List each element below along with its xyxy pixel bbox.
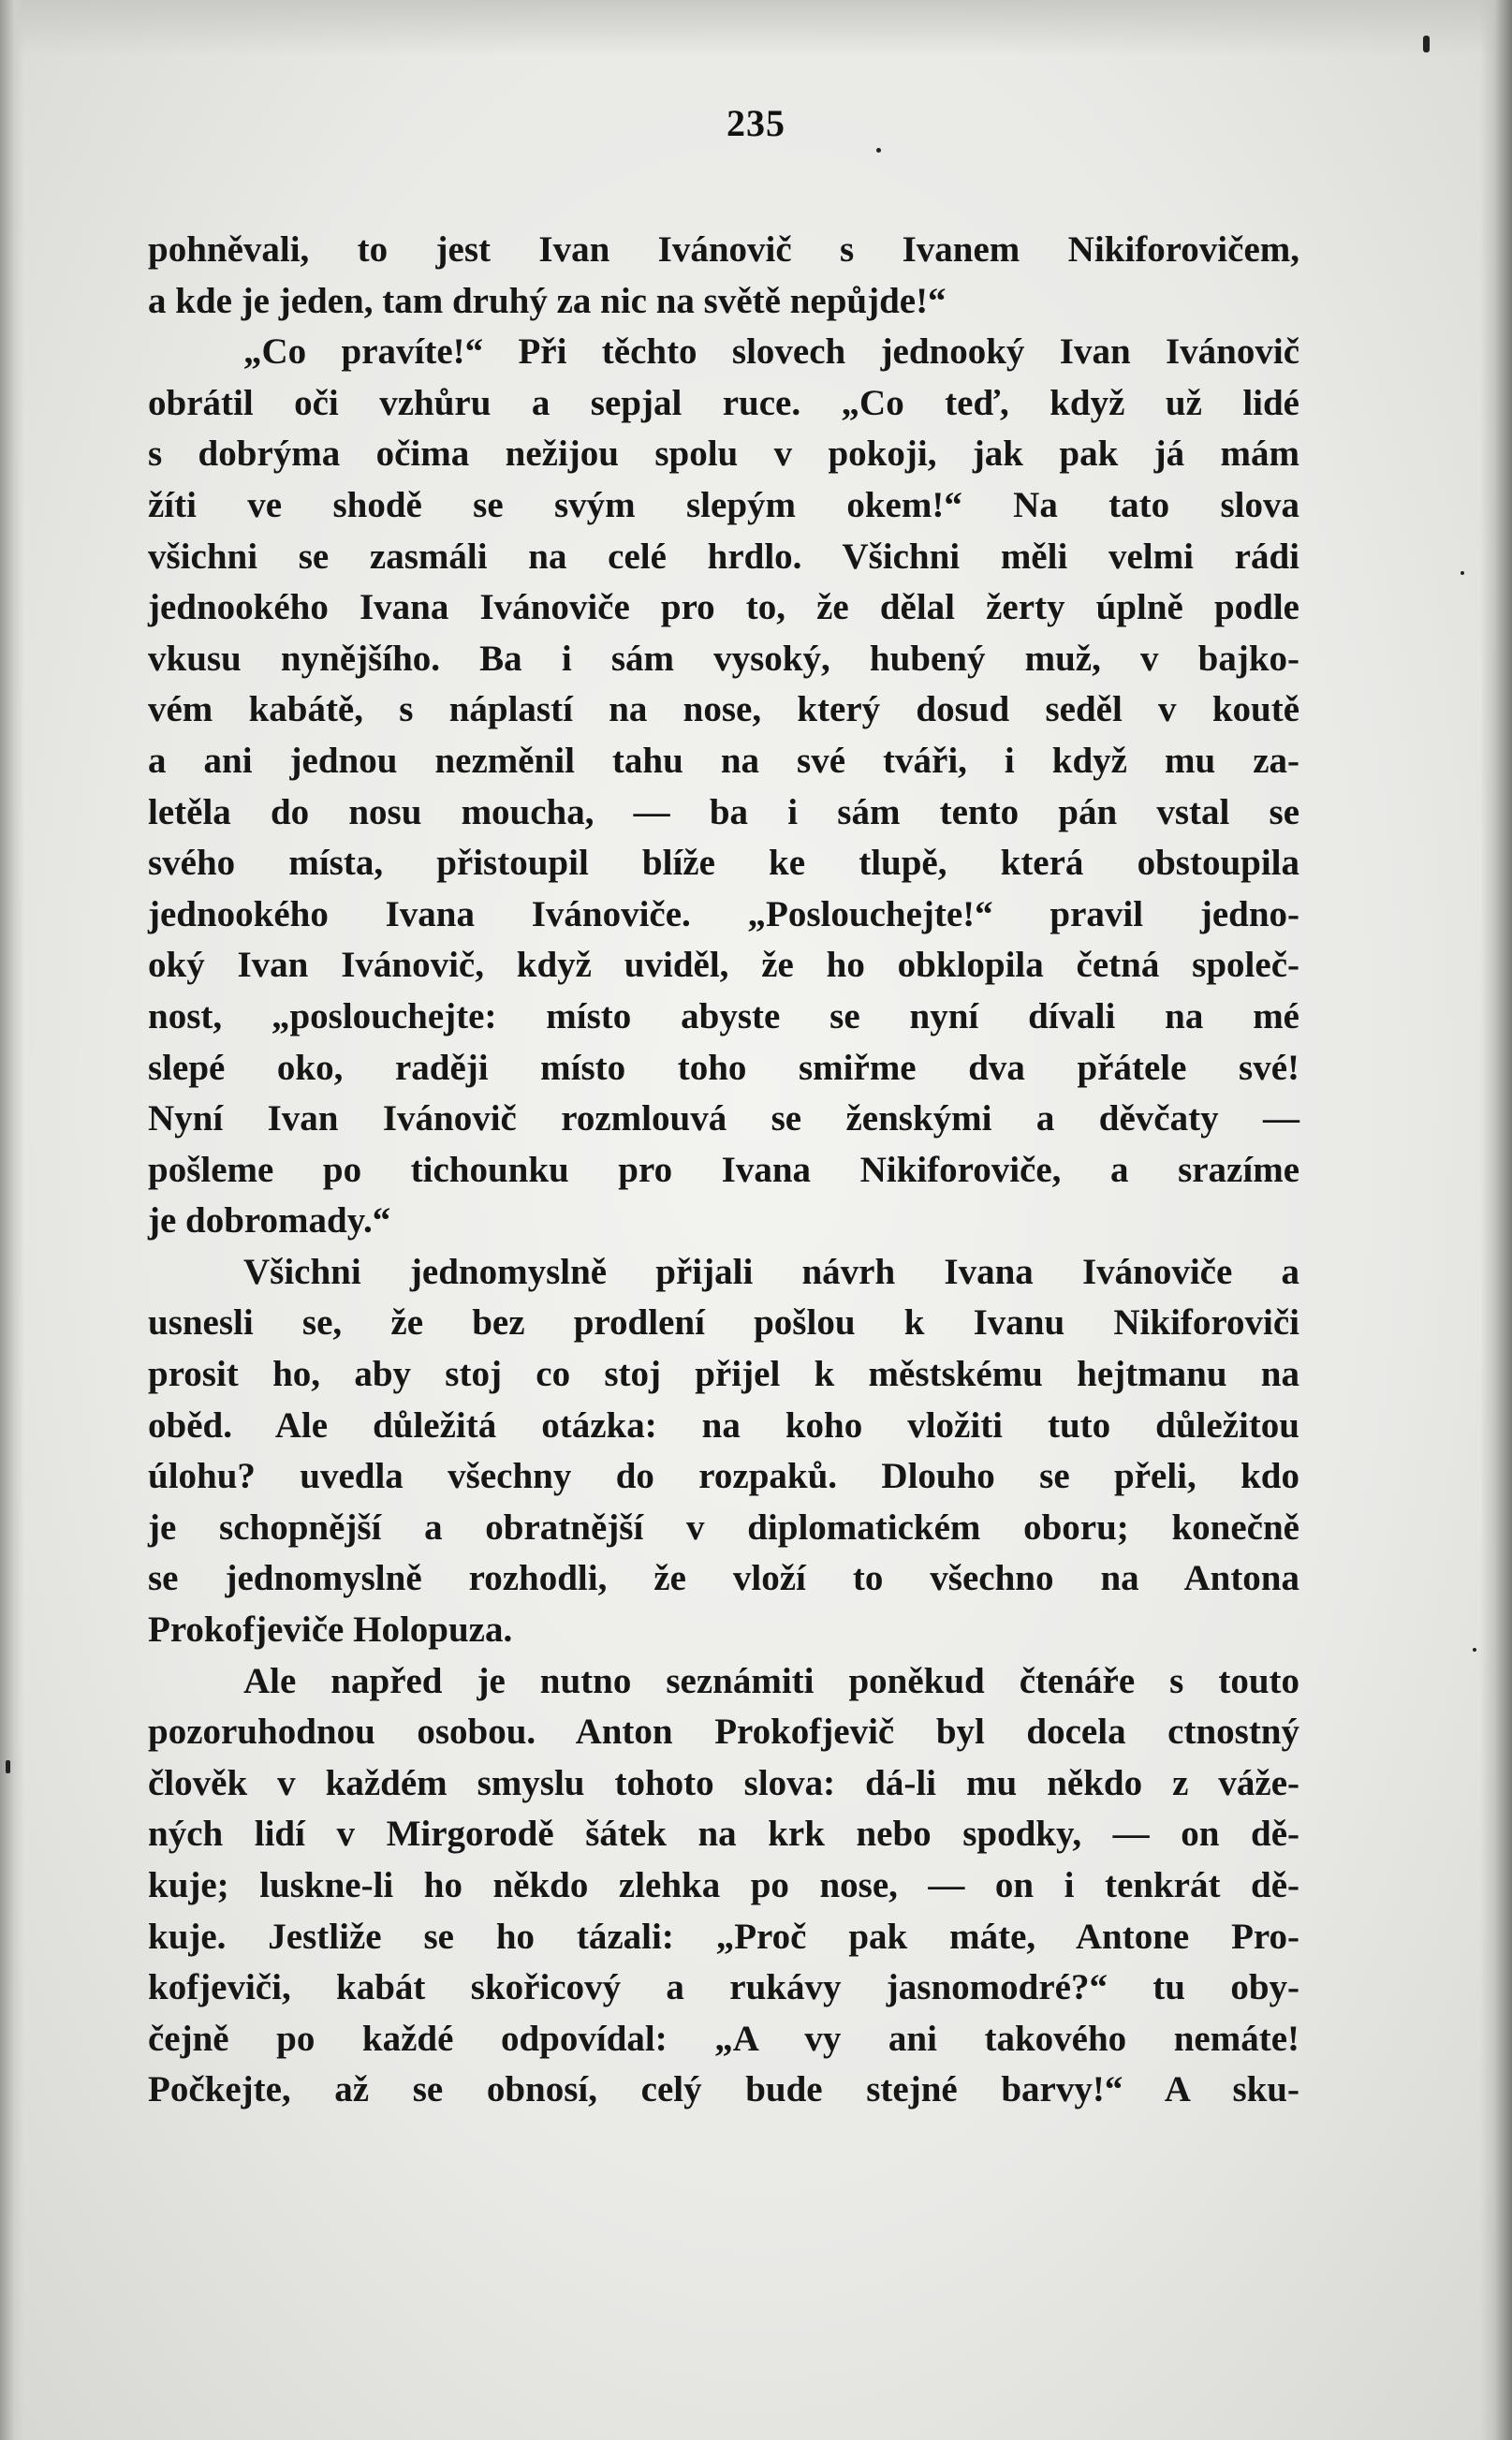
print-speck <box>876 148 881 153</box>
text-line: pošleme po tichounku pro Ivana Nikiforoviče, a srazíme <box>148 1149 1299 1190</box>
text-line: ných lidí v Mirgorodě šátek na krk nebo spodky, — on dě- <box>148 1814 1299 1855</box>
text-line: „Co pravíte!“ Při těchto slovech jednooký Ivan Ivánovič <box>243 331 1299 373</box>
page-top-shadow <box>0 0 1512 56</box>
print-speck <box>1473 1648 1476 1652</box>
text-line: svého místa, přistoupil blíže ke tlupě, která obstoupila <box>148 843 1299 884</box>
text-line: pozoruhodnou osobou. Anton Prokofjevič byl docela ctnostný <box>148 1712 1299 1753</box>
text-line: Prokofjeviče Holopuza. <box>148 1610 513 1651</box>
text-line: Nyní Ivan Ivánovič rozmlouvá se ženskými a děvčaty — <box>148 1098 1299 1139</box>
text-line: je schopnější a obratnější v diplomatickém oboru; konečně <box>148 1507 1299 1548</box>
text-line: kofjeviči, kabát skořicový a rukávy jasnomodré?“ tu oby- <box>148 1967 1299 2008</box>
text-line: člověk v každém smyslu tohoto slova: dá-li mu někdo z váže- <box>148 1762 1299 1803</box>
page-number: 235 <box>727 102 785 144</box>
text-line: je dobromady.“ <box>148 1200 391 1242</box>
print-speck <box>1423 36 1430 52</box>
text-line: Počkejte, až se obnosí, celý bude stejné barvy!“ A sku- <box>148 2069 1299 2110</box>
text-line: oběd. Ale důležitá otázka: na koho vložiti tuto důležitou <box>148 1404 1299 1446</box>
text-line: Ale napřed je nutno seznámiti poněkud čtenáře s touto <box>243 1660 1299 1701</box>
text-line: vém kabátě, s náplastí na nose, který dosud seděl v koutě <box>148 689 1299 730</box>
text-line: pohněvali, to jest Ivan Ivánovič s Ivanem Nikiforovičem, <box>148 229 1299 270</box>
text-line: s dobrýma očima nežijou spolu v pokoji, jak pak já mám <box>148 434 1299 475</box>
text-line: a kde je jeden, tam druhý za nic na světě nepůjde!“ <box>148 280 947 321</box>
text-line: všichni se zasmáli na celé hrdlo. Všichni měli velmi rádi <box>148 536 1299 577</box>
text-line: se jednomyslně rozhodli, že vloží to všechno na Antona <box>148 1558 1299 1599</box>
text-line: kuje. Jestliže se ho tázali: „Proč pak máte, Antone Pro- <box>148 1916 1299 1957</box>
text-line: a ani jednou nezměnil tahu na své tváři, i když mu za- <box>148 740 1299 781</box>
text-line: letěla do nosu moucha, — ba i sám tento pán vstal se <box>148 791 1299 832</box>
print-speck <box>6 1760 10 1773</box>
text-line: kuje; luskne-li ho někdo zlehka po nose, — on i tenkrát dě- <box>148 1865 1299 1905</box>
text-line: prosit ho, aby stoj co stoj přijel k městskému hejtmanu na <box>148 1354 1299 1395</box>
text-line: vkusu nynějšího. Ba i sám vysoký, hubený muž, v bajko- <box>148 638 1299 679</box>
body-text <box>148 225 1299 2116</box>
print-speck <box>1461 571 1464 575</box>
text-line: úlohu? uvedla všechny do rozpaků. Dlouho se přeli, kdo <box>148 1456 1299 1497</box>
text-line: obrátil oči vzhůru a sepjal ruce. „Co teď, když už lidé <box>148 382 1299 423</box>
text-line: Všichni jednomyslně přijali návrh Ivana Ivánoviče a <box>243 1251 1299 1292</box>
page-left-edge <box>0 0 24 2440</box>
text-line: jednookého Ivana Ivánoviče. „Poslouchejte!“ pravil jedno- <box>148 893 1299 934</box>
text-line: žíti ve shodě se svým slepým okem!“ Na tato slova <box>148 484 1299 525</box>
text-line: nost, „poslouchejte: místo abyste se nyní dívali na mé <box>148 995 1299 1036</box>
text-line: usnesli se, že bez prodlení pošlou k Ivanu Nikiforoviči <box>148 1302 1299 1344</box>
text-line: oký Ivan Ivánovič, když uviděl, že ho obklopila četná společ- <box>148 945 1299 986</box>
page-right-edge <box>1480 0 1512 2440</box>
text-line: čejně po každé odpovídal: „A vy ani takového nemáte! <box>148 2018 1299 2059</box>
text-line: slepé oko, raději místo toho smiřme dva přátele své! <box>148 1047 1299 1088</box>
text-line: jednookého Ivana Ivánoviče pro to, že dělal žerty úplně podle <box>148 587 1299 628</box>
